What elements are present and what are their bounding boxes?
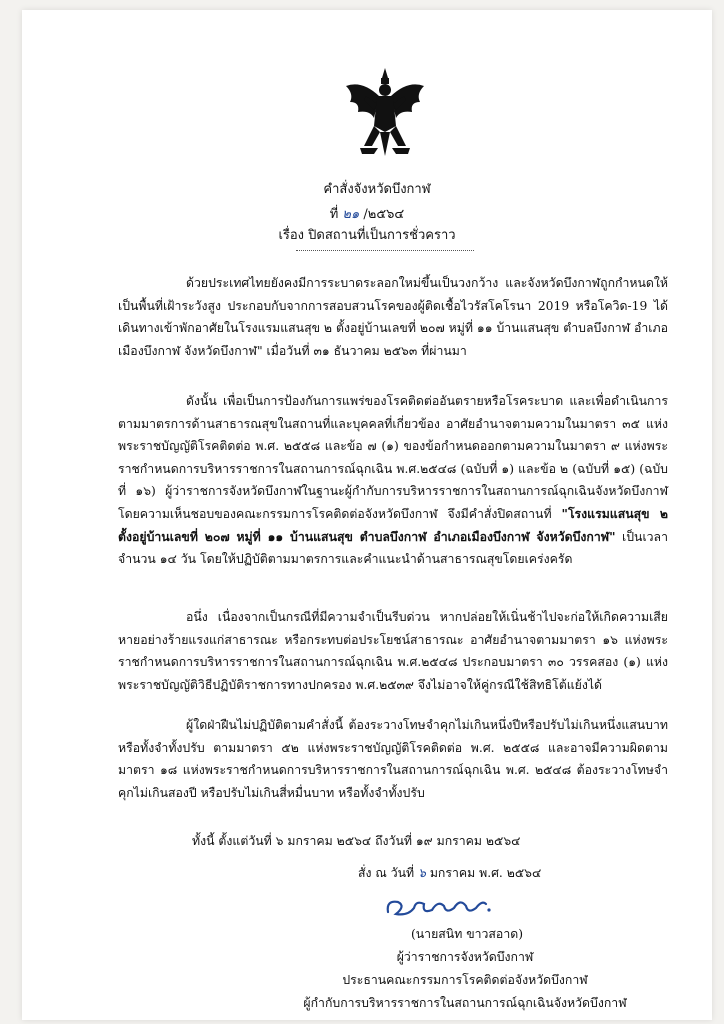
paragraph-1-text: ด้วยประเทศไทยยังคงมีการระบาดระลอกใหม่ขึ้นเป็นวงกว้าง และจังหวัดบึงกาฬถูกกำหนดให้เป็นพื้นที่เฝ้าระวังสูง ประกอบกับจากการสอบสวนโรคของผู้ติดเชื้อไวรัสโคโรนา 2019 หรือโควิด-19 ได้เดินทางเข้าพักอาศัยในโรงแรมแสนสุข ๒ ตั้งอยู่บ้านเลขที่ ๒๐๗ หมู่ที่ ๑๑ บ้านแสนสุข ตำบลบึงกาฬ อำเภอเมืองบึงกาฬ จังหวัดบึงกาฬ" เมื่อวันที่ ๓๑ ธันวาคม ๒๕๖๓ ที่ผ่านมา <box>118 276 668 358</box>
signed-date <box>358 864 541 883</box>
signer-name: (นายสนิท ขาวสอาด) <box>410 927 524 941</box>
signer-position-3: ผู้กำกับการบริหารราชการในสถานการณ์ฉุกเฉินจังหวัดบึงกาฬ <box>303 996 627 1010</box>
paragraph-3 <box>118 606 668 696</box>
closed-venue: "โรงแรมแสนสุข ๒ ตั้งอยู่บ้านเลขที่ ๒๐๗ หมู่ที่ ๑๑ บ้านแสนสุข ตำบลบึงกาฬ อำเภอเมืองบึงกาฬ จังหวัดบึงกาฬ" <box>118 505 668 544</box>
document-title: คำสั่งจังหวัดบึงกาฬ <box>323 182 431 197</box>
number-suffix: /๒๕๖๔ <box>363 207 405 222</box>
document-number <box>22 203 712 224</box>
effective-period: ทั้งนี้ ตั้งแต่วันที่ ๖ มกราคม ๒๕๖๔ ถึงวันที่ ๑๙ มกราคม ๒๕๖๔ <box>192 834 521 848</box>
signed-suffix: มกราคม พ.ศ. ๒๕๖๔ <box>429 866 542 880</box>
signer-position-1: ผู้ว่าราชการจังหวัดบึงกาฬ <box>396 950 534 964</box>
number-handwritten: ๒๑ <box>342 207 360 222</box>
document-page <box>22 10 712 1020</box>
paragraph-1 <box>118 272 668 362</box>
signed-prefix: สั่ง ณ วันที่ <box>358 866 415 880</box>
paragraph-2-text: ดังนั้น เพื่อเป็นการป้องกันการแพร่ของโรคติดต่ออันตรายหรือโรคระบาด และเพื่อดำเนินการตามมาตรการด้านสาธารณสุขในสถานที่และบุคคลที่เกี่ยวข้อง อาศัยอำนาจตามความในมาตรา ๓๕ แห่งพระราชบัญญัติโรคติดต่อ พ.ศ. ๒๕๕๘ และข้อ ๗ (๑) ของข้อกำหนดออกตามความในมาตรา ๙ แห่งพระราชกำหนดการบริหารราชการในสถานการณ์ฉุกเฉิน พ.ศ.๒๕๔๘ (ฉบับที่ ๑) และข้อ ๒ (ฉบับที่ ๑๕) (ฉบับที่ ๑๖) ผู้ว่าราชการจังหวัดบึงกาฬในฐานะผู้กำกับการบริหารราชการในสถานการณ์ฉุกเฉินจังหวัดบึงกาฬ โดยความเห็นชอบของคณะกรรมการโรคติดต่อจังหวัดบึงกาฬ จึงมีคำสั่งปิดสถานที่ <box>118 394 668 521</box>
paragraph-2-duration: เป็นเวลาจำนวน ๑๔ วัน โดยให้ปฏิบัติตามมาตรการและคำแนะนำด้านสาธารณสุขโดยเคร่งครัด <box>118 529 668 567</box>
garuda-emblem-icon <box>344 66 426 162</box>
signer-position-2: ประธานคณะกรรมการโรคติดต่อจังหวัดบึงกาฬ <box>342 973 588 987</box>
paragraph-4-text: ผู้ใดฝ่าฝืนไม่ปฏิบัติตามคำสั่งนี้ ต้องระวางโทษจำคุกไม่เกินหนึ่งปีหรือปรับไม่เกินหนึ่งแสนบาท หรือทั้งจำทั้งปรับ ตามมาตรา ๕๒ แห่งพระราชบัญญัติโรคติดต่อ พ.ศ. ๒๕๕๘ และอาจมีความผิดตามมาตรา ๑๘ แห่งพระราชกำหนดการบริหารราชการในสถานการณ์ฉุกเฉิน พ.ศ. ๒๕๔๘ ต้องระวางโทษจำคุกไม่เกินสองปี หรือปรับไม่เกินสี่หมื่นบาท หรือทั้งจำทั้งปรับ <box>118 718 668 800</box>
document-subject: เรื่อง ปิดสถานที่เป็นการชั่วคราว <box>278 228 456 243</box>
signed-day: ๖ <box>418 866 426 880</box>
paragraph-3-text: อนึ่ง เนื่องจากเป็นกรณีที่มีความจำเป็นรีบด่วน หากปล่อยให้เนิ่นช้าไปจะก่อให้เกิดความเสียหายอย่างร้ายแรงแก่สาธารณะ หรือกระทบต่อประโยชน์สาธารณะ อาศัยอำนาจตามมาตรา ๑๖ แห่งพระราชกำหนดการบริหารราชการในสถานการณ์ฉุกเฉิน พ.ศ.๒๕๔๘ ประกอบมาตรา ๓๐ วรรคสอง (๑) แห่งพระราชบัญญัติวิธีปฏิบัติราชการทางปกครอง พ.ศ.๒๕๓๙ จึงไม่อาจให้คู่กรณีใช้สิทธิโต้แย้งได้ <box>118 610 668 692</box>
number-prefix: ที่ <box>329 207 339 222</box>
paragraph-4 <box>118 714 668 804</box>
divider <box>296 250 474 251</box>
paragraph-2 <box>118 390 668 571</box>
handwritten-signature <box>382 886 494 922</box>
